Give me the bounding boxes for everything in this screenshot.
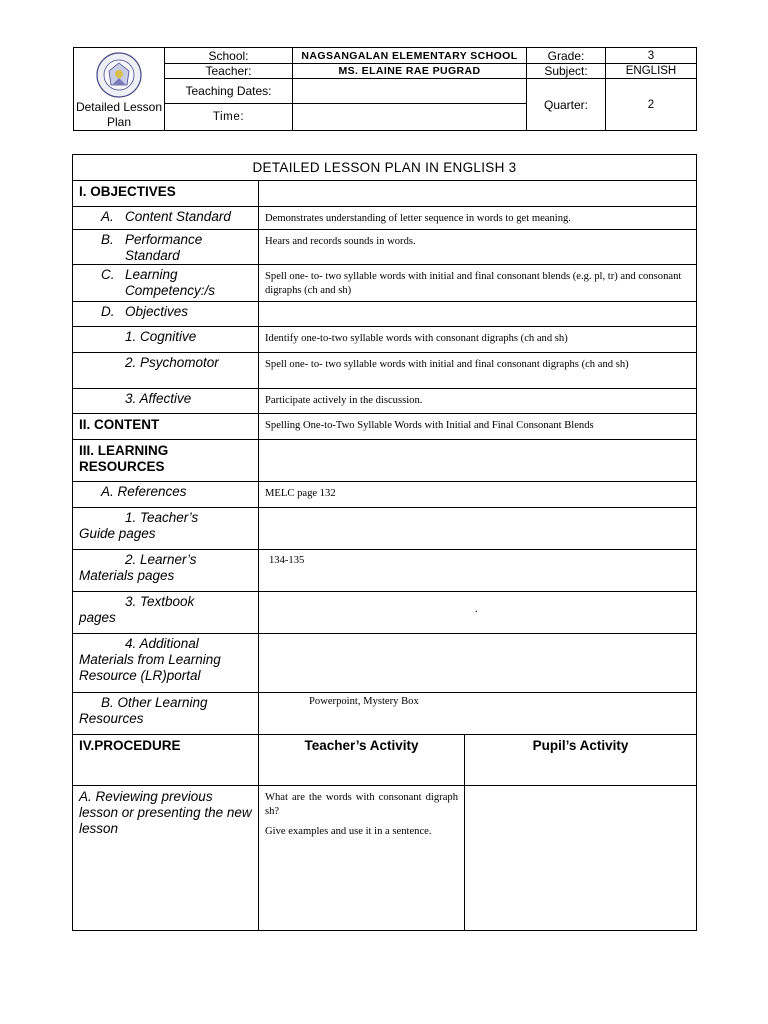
affective-value: Participate actively in the discussion. bbox=[259, 389, 697, 414]
objectives-value bbox=[259, 181, 697, 207]
additional-materials-line2: Materials from Learning bbox=[79, 652, 221, 667]
quarter-value: 2 bbox=[606, 79, 697, 131]
time-label: Time: bbox=[165, 104, 293, 131]
additional-materials-value bbox=[259, 634, 697, 693]
content-standard-label bbox=[73, 207, 259, 230]
learners-materials-value: 134-135 bbox=[259, 550, 697, 592]
content-standard-text: Content Standard bbox=[125, 209, 231, 224]
content-heading: II. CONTENT bbox=[73, 414, 259, 440]
subject-label: Subject: bbox=[527, 64, 606, 79]
learners-materials-line2: Materials pages bbox=[79, 568, 175, 583]
lesson-plan-table bbox=[72, 154, 697, 931]
teachers-guide-value bbox=[259, 508, 697, 550]
affective-label: 3. Affective bbox=[73, 389, 259, 414]
teaching-dates-value bbox=[293, 79, 527, 104]
additional-materials-line1: 4. Additional bbox=[125, 636, 199, 651]
teachers-guide-label bbox=[73, 508, 259, 550]
letter-b: B. bbox=[101, 232, 114, 247]
other-resources-value: Powerpoint, Mystery Box bbox=[259, 693, 697, 735]
references-value: MELC page 132 bbox=[259, 482, 697, 508]
letter-a: A. bbox=[101, 209, 114, 224]
header-table bbox=[73, 47, 697, 131]
performance-standard-text: Performance Standard bbox=[125, 232, 203, 263]
references-label: A. References bbox=[73, 482, 259, 508]
pupil-activity-header: Pupil’s Activity bbox=[465, 735, 697, 786]
time-value bbox=[293, 104, 527, 131]
learners-materials-label bbox=[73, 550, 259, 592]
review-teacher-activity bbox=[259, 786, 465, 931]
content-value: Spelling One-to-Two Syllable Words with Initial and Final Consonant Blends bbox=[259, 414, 697, 440]
competency-text: Learning Competency:/s bbox=[125, 267, 216, 298]
resources-heading: III. LEARNING RESOURCES bbox=[73, 440, 259, 482]
grade-value: 3 bbox=[606, 48, 697, 64]
plan-title: DETAILED LESSON PLAN IN ENGLISH 3 bbox=[73, 155, 697, 181]
other-resources-line2: Resources bbox=[79, 711, 144, 726]
teacher-value: MS. ELAINE RAE PUGRAD bbox=[293, 64, 527, 79]
objectives-d-text: Objectives bbox=[125, 304, 189, 319]
letter-c: C. bbox=[101, 267, 115, 282]
teachers-guide-line1: 1. Teacher’s bbox=[125, 510, 199, 525]
performance-standard-value: Hears and records sounds in words. bbox=[259, 230, 697, 265]
teacher-activity-header: Teacher’s Activity bbox=[259, 735, 465, 786]
logo-cell bbox=[74, 48, 165, 131]
teacher-label: Teacher: bbox=[165, 64, 293, 79]
learners-materials-line1: 2. Learner’s bbox=[125, 552, 197, 567]
cognitive-value: Identify one-to-two syllable words with consonant digraphs (ch and sh) bbox=[259, 327, 697, 353]
textbook-label bbox=[73, 592, 259, 634]
letter-d: D. bbox=[101, 304, 115, 319]
resources-value bbox=[259, 440, 697, 482]
objectives-heading: I. OBJECTIVES bbox=[73, 181, 259, 207]
competency-label bbox=[73, 265, 259, 302]
textbook-line2: pages bbox=[79, 610, 116, 625]
school-label: School: bbox=[165, 48, 293, 64]
review-pupil-activity bbox=[465, 786, 697, 931]
textbook-value: . bbox=[259, 592, 697, 634]
psychomotor-label: 2. Psychomotor bbox=[73, 353, 259, 389]
teaching-dates-label: Teaching Dates: bbox=[165, 79, 293, 104]
objectives-d-value bbox=[259, 302, 697, 327]
teachers-guide-line2: Guide pages bbox=[79, 526, 156, 541]
other-resources-label bbox=[73, 693, 259, 735]
additional-materials-label bbox=[73, 634, 259, 693]
psychomotor-value: Spell one- to- two syllable words with initial and final consonant digraphs (ch and sh) bbox=[259, 353, 697, 389]
objectives-d-label bbox=[73, 302, 259, 327]
quarter-label: Quarter: bbox=[527, 79, 606, 131]
cognitive-label: 1. Cognitive bbox=[73, 327, 259, 353]
subject-value: ENGLISH bbox=[606, 64, 697, 79]
additional-materials-line3: Resource (LR)portal bbox=[79, 668, 201, 683]
grade-label: Grade: bbox=[527, 48, 606, 64]
performance-standard-label bbox=[73, 230, 259, 265]
competency-value: Spell one- to- two syllable words with initial and final consonant blends (e.g. pl, tr) and consonant digraphs (ch and sh) bbox=[259, 265, 697, 302]
review-lesson-label: A. Reviewing previous lesson or presenting the new lesson bbox=[73, 786, 259, 931]
review-teacher-question: What are the words with consonant digraph sh? bbox=[265, 792, 458, 817]
procedure-heading: IV.PROCEDURE bbox=[73, 735, 259, 786]
content-standard-value: Demonstrates understanding of letter sequence in words to get meaning. bbox=[259, 207, 697, 230]
school-value: NAGSANGALAN ELEMENTARY SCHOOL bbox=[293, 48, 527, 64]
other-resources-line1: B. Other Learning bbox=[101, 695, 208, 710]
deped-seal-logo bbox=[96, 52, 142, 98]
review-teacher-instruction: Give examples and use it in a sentence. bbox=[265, 826, 432, 837]
textbook-line1: 3. Textbook bbox=[125, 594, 195, 609]
doc-type-label: Detailed Lesson Plan bbox=[75, 100, 163, 129]
